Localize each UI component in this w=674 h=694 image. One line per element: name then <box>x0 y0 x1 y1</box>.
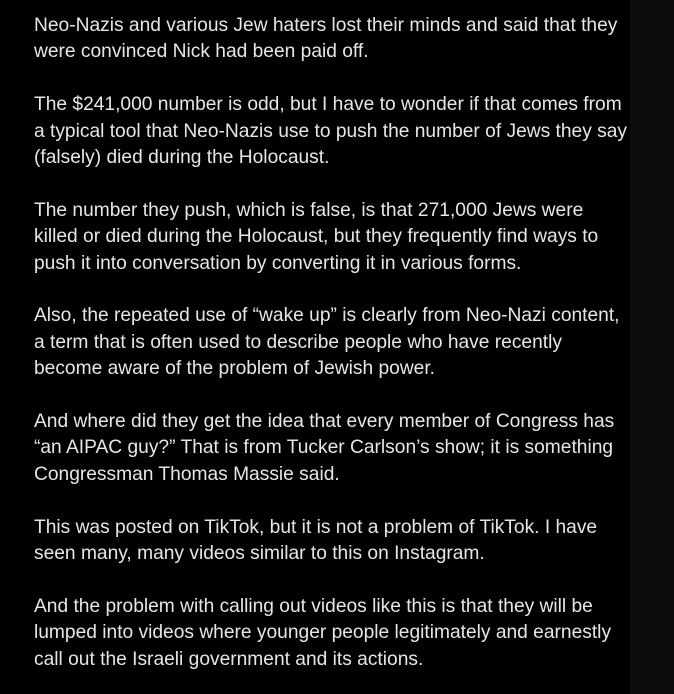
side-strip <box>630 0 674 694</box>
paragraph-3: The number they push, which is false, is that 271,000 Jews were killed or died during the Holocaust, but they frequently find ways to push it into conversation by converting it in various forms. <box>34 199 599 274</box>
paragraph-1: Neo-Nazis and various Jew haters lost their minds and said that they were convinced Nick had been paid off. <box>34 15 618 63</box>
paragraph-5: And where did they get the idea that every member of Congress has “an AIPAC guy?” That is from Tucker Carlson’s show; it is something Congressman Thomas Massie said. <box>34 411 615 485</box>
paragraph-6: This was posted on TikTok, but it is not a problem of TikTok. I have seen many, many videos similar to this on Instagram. <box>34 516 598 565</box>
paragraph-7: And the problem with calling out videos like this is that they will be lumped into videos where younger people legitimately and earnestly call out the Israeli government and its actions. <box>34 595 612 670</box>
article-body <box>34 13 630 673</box>
paragraph-4: Also, the repeated use of “wake up” is clearly from Neo-Nazi content, a term that is often used to describe people who have recently become aware of the problem of Jewish power. <box>34 305 620 380</box>
paragraph-2: The $241,000 number is odd, but I have to wonder if that comes from a typical tool that Neo-Nazis use to push the number of Jews they say (falsely) died during the Holocaust. <box>34 94 627 169</box>
